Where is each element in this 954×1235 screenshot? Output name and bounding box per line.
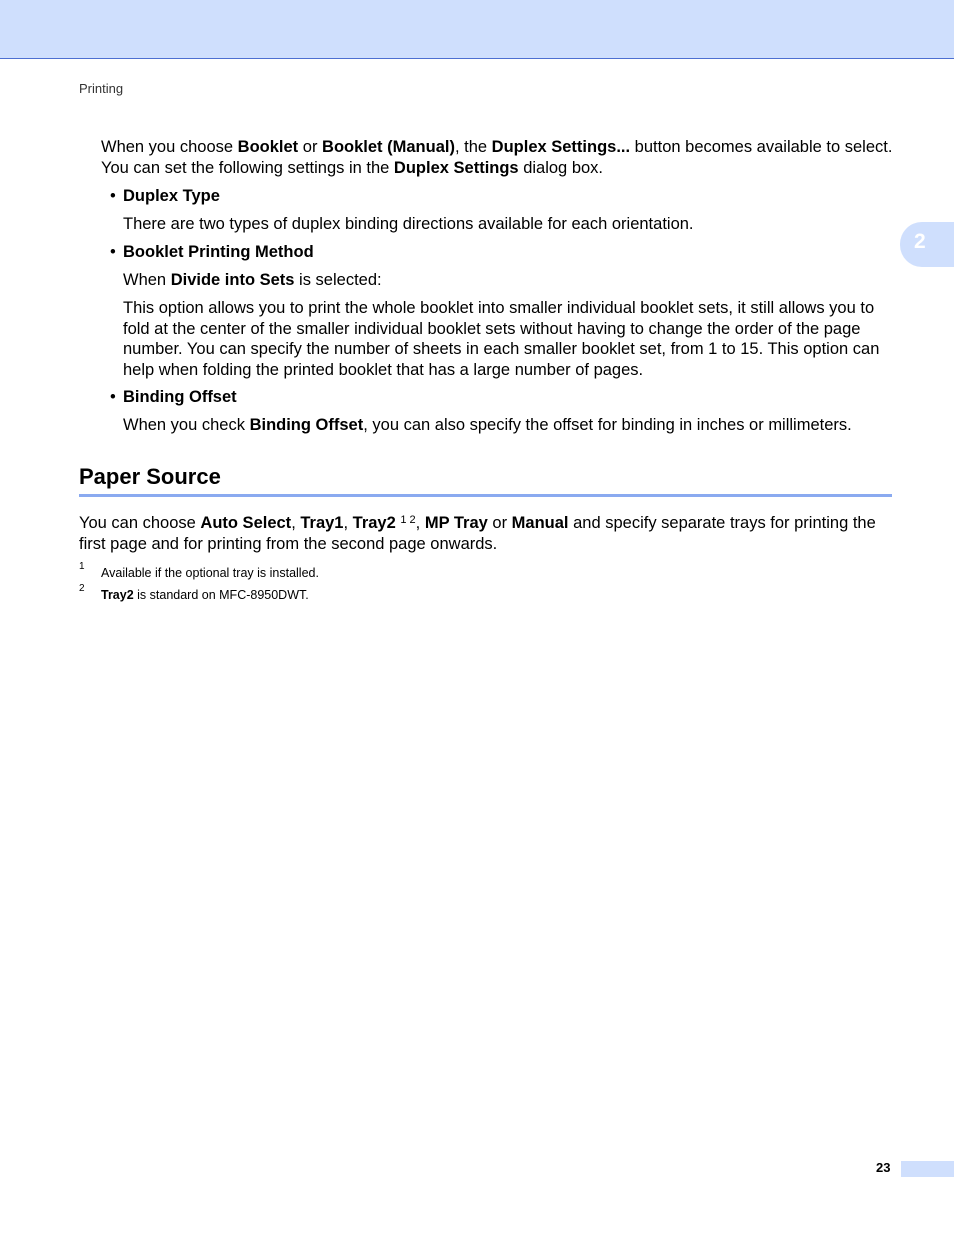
paper-source-paragraph: [79, 513, 894, 554]
bullet-title: Booklet Printing Method: [123, 243, 314, 261]
booklet-term: Booklet: [237, 138, 299, 156]
source-text: ,: [415, 514, 425, 532]
intro-paragraph: [101, 137, 896, 178]
intro-text: button becomes available to select. You can set the following settings in the: [101, 138, 893, 177]
bullet-title: Duplex Type: [123, 187, 220, 205]
intro-text: dialog box.: [518, 158, 604, 177]
duplex-settings-term: Duplex Settings: [393, 158, 519, 177]
binding-text: , you can also specify the offset for binding in inches or millimeters.: [363, 416, 852, 434]
source-text: You can choose: [79, 514, 201, 532]
bullet-binding-offset: [110, 387, 237, 408]
chapter-tab: [900, 222, 954, 267]
divide-into-sets-term: Divide into Sets: [170, 271, 295, 289]
manual-term: Manual: [511, 514, 569, 532]
binding-text: When you check: [123, 416, 250, 434]
section-heading: Paper Source: [79, 464, 221, 489]
running-head: Printing: [79, 81, 124, 96]
bullet-title: Binding Offset: [123, 388, 237, 406]
intro-text: , the: [454, 138, 492, 156]
chapter-number: 2: [914, 230, 926, 253]
bullet-icon: •: [110, 243, 116, 261]
bullet-icon: •: [110, 388, 116, 406]
heading-rule: [79, 494, 892, 497]
mp-tray-term: MP Tray: [424, 514, 488, 532]
booklet-manual-term: Booklet (Manual): [322, 138, 455, 156]
auto-select-term: Auto Select: [200, 514, 292, 532]
source-text: ,: [291, 514, 301, 532]
source-text: or: [487, 514, 512, 532]
footnote-body: is standard on MFC-8950DWT.: [133, 588, 309, 602]
footnote-mark: 1: [79, 561, 85, 572]
binding-offset-text: [123, 415, 893, 436]
footnote-text: Available if the optional tray is installed.: [101, 566, 319, 580]
footnote-mark: 2: [79, 583, 85, 594]
tray1-term: Tray1: [300, 514, 344, 532]
booklet-method-when: [123, 270, 893, 291]
footnote-text: [101, 588, 309, 602]
binding-offset-term: Binding Offset: [249, 416, 364, 434]
bullet-duplex-type: [110, 186, 220, 207]
duplex-type-text: There are two types of duplex binding directions available for each orientation.: [123, 215, 694, 233]
bullet-booklet-method: [110, 242, 314, 263]
header-band: [0, 0, 954, 59]
source-text: and specify separate trays for printing the first page and for printing from the second page onwards.: [79, 514, 876, 553]
booklet-method-text: This option allows you to print the whole booklet into smaller individual booklet sets, it still allows you to fold at the center of the smaller individual booklet sets without having to change the order of the page number. You can specify the number of sheets in each smaller booklet set, from 1 to 15. This option can help when folding the printed booklet that has a large number of pages.: [123, 299, 880, 379]
tray2-term: Tray2: [352, 514, 396, 532]
intro-text: When you choose: [101, 138, 238, 156]
source-text: ,: [343, 514, 353, 532]
footer-tab: [901, 1161, 954, 1177]
duplex-settings-button-term: Duplex Settings...: [491, 138, 631, 156]
page-number: 23: [876, 1160, 891, 1175]
intro-text: or: [298, 138, 323, 156]
tray2-term: Tray2: [101, 588, 134, 602]
footnote-reference: 1 2: [400, 514, 416, 526]
when-text: is selected:: [294, 271, 382, 289]
bullet-icon: •: [110, 187, 116, 205]
when-text: When: [123, 271, 171, 289]
